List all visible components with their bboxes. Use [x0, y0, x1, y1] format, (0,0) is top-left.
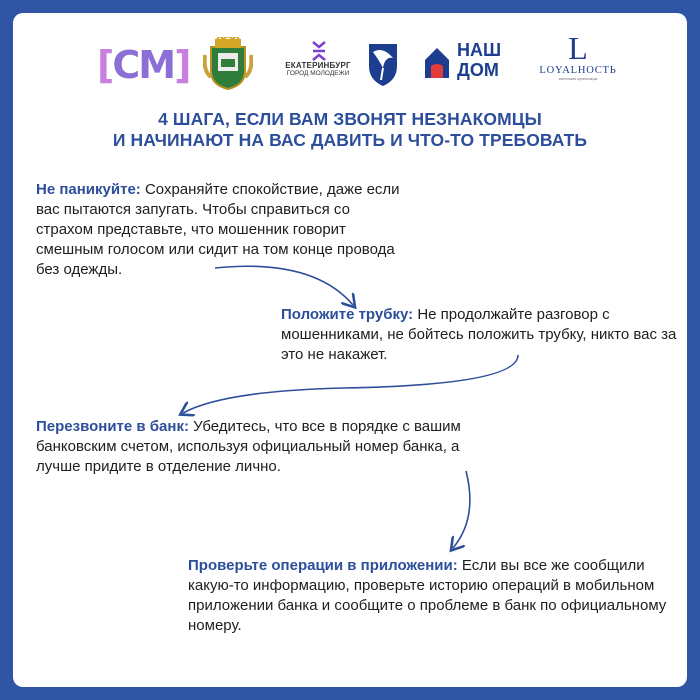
step-2-heading: Положите трубку: — [281, 306, 414, 323]
step-3-body: Убедитесь, что все в порядке с вашим банковским счетом, используя официальный номер банка, а лучше придите в отделение лично. — [36, 418, 461, 475]
title-line-1: 4 ШАГА, ЕСЛИ ВАМ ЗВОНЯТ НЕЗНАКОМЦЫ — [158, 109, 542, 129]
sm-logo: [СМ] — [97, 43, 190, 87]
ekaterinburg-logo — [278, 41, 358, 77]
step-1-body: Сохраняйте спокойствие, даже если вас пытаются запугать. Чтобы справиться со страхом представьте, что мошенник говорит смешным голосом или сидит на том конце провода без одежды. — [36, 181, 400, 278]
loyalnost-small: маленькая организация — [558, 77, 598, 81]
step-1-heading: Не паникуйте: — [36, 181, 141, 198]
ekb-line2: ГОРОД МОЛОДЕЖИ — [286, 70, 350, 77]
card — [13, 13, 687, 687]
bird-shield-icon — [365, 38, 401, 88]
step-4 — [188, 556, 668, 636]
step-3-heading: Перезвоните в банк: — [36, 418, 189, 435]
nash-dom-line1: НАШ — [457, 40, 502, 60]
arrow-3-to-4 — [453, 471, 470, 548]
loyalnost-word: LOYALНОСТЬ — [539, 65, 617, 76]
page-title — [13, 109, 687, 151]
step-2-body: Не продолжайте разговор с мошенниками, не бойтесь положить трубку, никто вас за это не накажет. — [281, 306, 677, 363]
nash-dom-line2: ДОМ — [457, 60, 499, 80]
coat-of-arms-icon — [203, 37, 253, 91]
house-icon — [423, 44, 451, 80]
step-2 — [281, 305, 681, 365]
step-4-heading: Проверьте операции в приложении: — [188, 557, 458, 574]
title-line-2: И НАЧИНАЮТ НА ВАС ДАВИТЬ И ЧТО-ТО ТРЕБОВАТЬ — [112, 130, 588, 150]
step-4-body: Если вы все же сообщили какую-то информацию, проверьте историю операций в мобильном приложении банка и сообщите о проблеме в банк по официальному номеру. — [188, 557, 667, 634]
loyalnost-logo — [533, 31, 623, 81]
step-1 — [36, 180, 406, 280]
partner-logos — [13, 13, 687, 103]
ekb-line1: ЕКАТЕРИНБУРГ — [285, 61, 351, 70]
step-3 — [36, 417, 496, 477]
ekb-mark-icon — [312, 41, 326, 61]
loyalnost-mark: L — [568, 30, 588, 66]
